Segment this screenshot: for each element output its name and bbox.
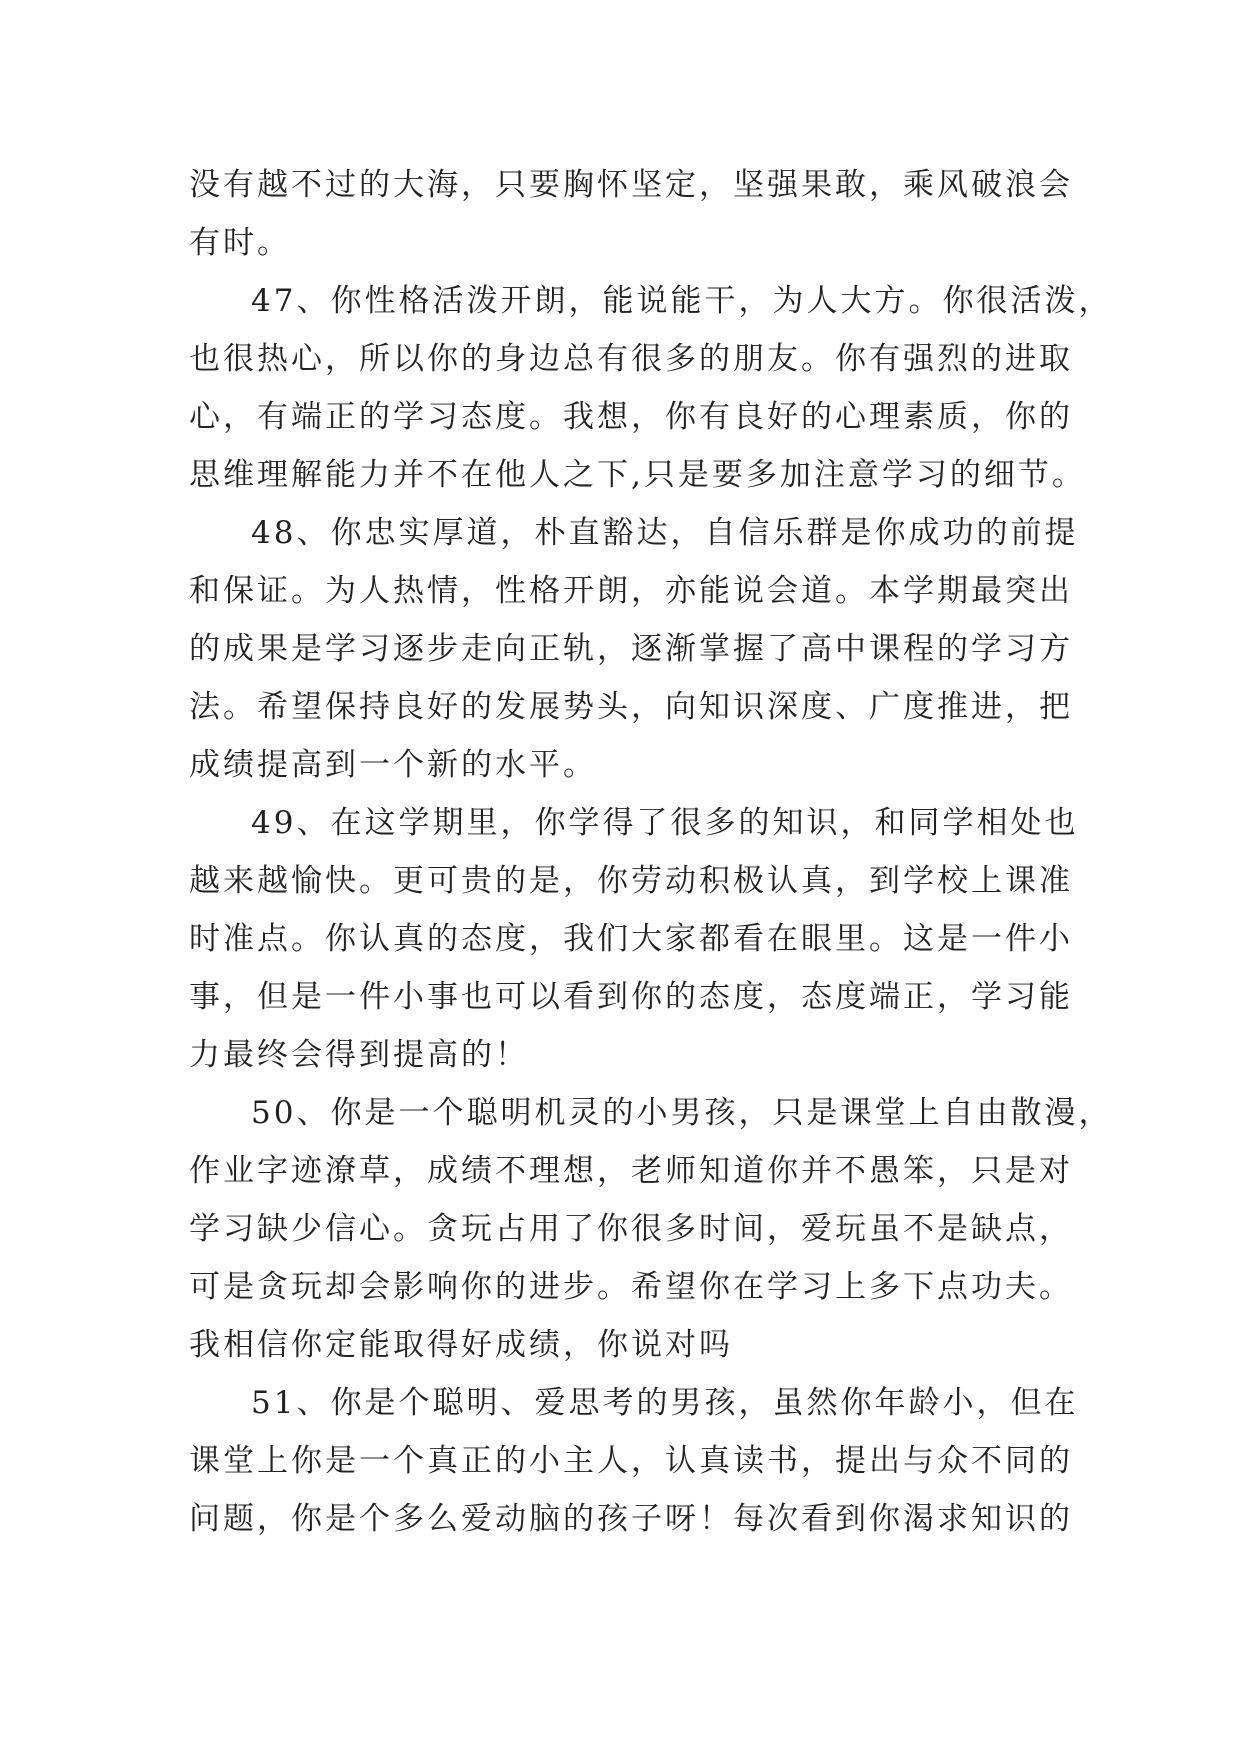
text-line: 我相信你定能取得好成绩，你说对吗: [189, 1327, 733, 1363]
document-body: [189, 156, 1113, 1548]
text-line: 思维理解能力并不在他人之下,只是要多加注意学习的细节。: [189, 457, 1086, 493]
text-line: 有时。: [189, 225, 291, 261]
text-line: 可是贪玩却会影响你的进步。希望你在学习上多下点功夫。: [189, 1269, 1073, 1305]
text-line: 问题，你是个多么爱动脑的孩子呀！每次看到你渴求知识的: [189, 1501, 1073, 1537]
text-line: 越来越愉快。更可贵的是，你劳动积极认真，到学校上课准: [189, 863, 1073, 899]
text-line: 没有越不过的大海，只要胸怀坚定，坚强果敢，乘风破浪会: [189, 167, 1073, 203]
text-line: 学习缺少信心。贪玩占用了你很多时间，爱玩虽不是缺点，: [189, 1211, 1073, 1247]
text-line: 力最终会得到提高的！: [189, 1037, 529, 1073]
text-line: 作业字迹潦草，成绩不理想，老师知道你并不愚笨，只是对: [189, 1153, 1073, 1189]
text-line: 事，但是一件小事也可以看到你的态度，态度端正，学习能: [189, 979, 1073, 1015]
text-line: 和保证。为人热情，性格开朗，亦能说会道。本学期最突出: [189, 573, 1073, 609]
text-line: 也很热心，所以你的身边总有很多的朋友。你有强烈的进取: [189, 341, 1073, 377]
paragraph-start-51: 51、你是个聪明、爱思考的男孩，虽然你年龄小，但在: [251, 1385, 1079, 1421]
text-line: 时准点。你认真的态度，我们大家都看在眼里。这是一件小: [189, 921, 1073, 957]
paragraph-start-47: 47、你性格活泼开朗，能说能干，为人大方。你很活泼，: [251, 283, 1113, 319]
paragraph-start-48: 48、你忠实厚道，朴直豁达，自信乐群是你成功的前提: [251, 515, 1079, 551]
text-line: 法。希望保持良好的发展势头，向知识深度、广度推进，把: [189, 689, 1073, 725]
text-line: 课堂上你是一个真正的小主人，认真读书，提出与众不同的: [189, 1443, 1073, 1479]
text-line: 心，有端正的学习态度。我想，你有良好的心理素质，你的: [189, 399, 1073, 435]
paragraph-start-49: 49、在这学期里，你学得了很多的知识，和同学相处也: [251, 805, 1079, 841]
text-line: 成绩提高到一个新的水平。: [189, 747, 597, 783]
text-line: 的成果是学习逐步走向正轨，逐渐掌握了高中课程的学习方: [189, 631, 1073, 667]
paragraph-start-50: 50、你是一个聪明机灵的小男孩，只是课堂上自由散漫，: [251, 1095, 1113, 1131]
